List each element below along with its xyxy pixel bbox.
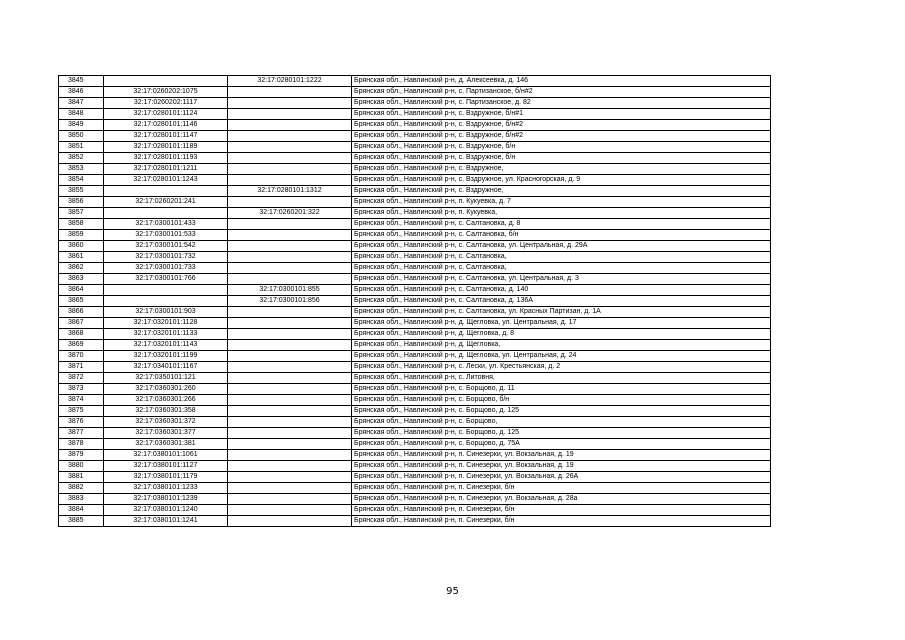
cadastral-number-cell: 32:17:0340101:1167 (104, 362, 228, 373)
cadastral-number-alt-cell (228, 505, 352, 516)
cadastral-number-cell: 32:17:0380101:1240 (104, 505, 228, 516)
address-cell: Брянская обл., Навлинский р-н, п. Кукуевка, (352, 208, 771, 219)
cadastral-number-cell (104, 186, 228, 197)
address-cell: Брянская обл., Навлинский р-н, с. Салтановка, ул. Красных Партизан, д. 1А (352, 307, 771, 318)
table-row (59, 384, 771, 395)
table-row (59, 461, 771, 472)
cadastral-number-cell: 32:17:0300101:766 (104, 274, 228, 285)
address-cell: Брянская обл., Навлинский р-н, с. Вздружное, б/н (352, 142, 771, 153)
address-cell: Брянская обл., Навлинский р-н, с. Лески, ул. Крестьянская, д. 2 (352, 362, 771, 373)
cadastral-number-cell: 32:17:0300101:732 (104, 252, 228, 263)
cadastral-number-cell (104, 285, 228, 296)
row-number-cell: 3863 (59, 274, 104, 285)
address-cell: Брянская обл., Навлинский р-н, с. Борщово, д. 11 (352, 384, 771, 395)
cadastral-number-alt-cell (228, 219, 352, 230)
cadastral-number-alt-cell (228, 450, 352, 461)
address-cell: Брянская обл., Навлинский р-н, с. Вздружное, б/н#2 (352, 120, 771, 131)
cadastral-number-cell: 32:17:0300101:533 (104, 230, 228, 241)
table-row (59, 274, 771, 285)
address-cell: Брянская обл., Навлинский р-н, д. Щегловка, ул. Центральная, д. 24 (352, 351, 771, 362)
row-number-cell: 3864 (59, 285, 104, 296)
address-cell: Брянская обл., Навлинский р-н, с. Салтановка, (352, 252, 771, 263)
table-row (59, 208, 771, 219)
row-number-cell: 3854 (59, 175, 104, 186)
cadastral-number-alt-cell (228, 516, 352, 527)
row-number-cell: 3872 (59, 373, 104, 384)
cadastral-number-cell: 32:17:0260202:1117 (104, 98, 228, 109)
table-row (59, 263, 771, 274)
cadastral-number-alt-cell (228, 362, 352, 373)
table-row (59, 406, 771, 417)
row-number-cell: 3883 (59, 494, 104, 505)
cadastral-number-cell: 32:17:0360301:372 (104, 417, 228, 428)
cadastral-number-alt-cell (228, 241, 352, 252)
row-number-cell: 3860 (59, 241, 104, 252)
cadastral-number-cell: 32:17:0350101:121 (104, 373, 228, 384)
cadastral-number-alt-cell (228, 230, 352, 241)
cadastral-number-alt-cell (228, 175, 352, 186)
address-cell: Брянская обл., Навлинский р-н, с. Салтановка, б/н (352, 230, 771, 241)
cadastral-number-alt-cell (228, 417, 352, 428)
table-row (59, 439, 771, 450)
table-row (59, 362, 771, 373)
address-cell: Брянская обл., Навлинский р-н, с. Борщово, д. 75А (352, 439, 771, 450)
cadastral-number-cell: 32:17:0360301:358 (104, 406, 228, 417)
table-row (59, 98, 771, 109)
row-number-cell: 3845 (59, 76, 104, 87)
row-number-cell: 3868 (59, 329, 104, 340)
address-cell: Брянская обл., Навлинский р-н, с. Борщово, д. 125 (352, 428, 771, 439)
address-cell: Брянская обл., Навлинский р-н, с. Салтановка, ул. Центральная, д. 29А (352, 241, 771, 252)
cadastral-number-cell: 32:17:0300101:542 (104, 241, 228, 252)
cadastral-number-cell: 32:17:0360301:377 (104, 428, 228, 439)
cadastral-number-cell: 32:17:0360301:260 (104, 384, 228, 395)
table-row (59, 153, 771, 164)
cadastral-number-cell: 32:17:0380101:1233 (104, 483, 228, 494)
table-row (59, 483, 771, 494)
cadastral-number-cell: 32:17:0280101:1189 (104, 142, 228, 153)
address-cell: Брянская обл., Навлинский р-н, с. Салтановка, (352, 263, 771, 274)
cadastral-number-alt-cell (228, 274, 352, 285)
row-number-cell: 3871 (59, 362, 104, 373)
address-cell: Брянская обл., Навлинский р-н, с. Борщово, д. 125 (352, 406, 771, 417)
address-cell: Брянская обл., Навлинский р-н, с. Борщово, б/н (352, 395, 771, 406)
cadastral-number-cell: 32:17:0380101:1179 (104, 472, 228, 483)
address-cell: Брянская обл., Навлинский р-н, с. Литовня, (352, 373, 771, 384)
address-cell: Брянская обл., Навлинский р-н, п. Синезерки, б/н (352, 505, 771, 516)
cadastral-number-alt-cell (228, 197, 352, 208)
table-row (59, 197, 771, 208)
cadastral-number-cell: 32:17:0360301:266 (104, 395, 228, 406)
cadastral-number-alt-cell (228, 98, 352, 109)
row-number-cell: 3849 (59, 120, 104, 131)
cadastral-number-alt-cell (228, 153, 352, 164)
table-row (59, 428, 771, 439)
cadastral-number-cell: 32:17:0280101:1211 (104, 164, 228, 175)
cadastral-number-alt-cell (228, 340, 352, 351)
table-row (59, 450, 771, 461)
table-row (59, 252, 771, 263)
table-row (59, 241, 771, 252)
table-row (59, 164, 771, 175)
cadastral-number-cell: 32:17:0380101:1061 (104, 450, 228, 461)
address-cell: Брянская обл., Навлинский р-н, д. Алексеевка, д. 146 (352, 76, 771, 87)
row-number-cell: 3873 (59, 384, 104, 395)
address-cell: Брянская обл., Навлинский р-н, д. Щегловка, (352, 340, 771, 351)
cadastral-number-alt-cell: 32:17:0280101:1312 (228, 186, 352, 197)
address-cell: Брянская обл., Навлинский р-н, с. Вздружное, (352, 186, 771, 197)
table-row (59, 186, 771, 197)
address-cell: Брянская обл., Навлинский р-н, д. Щегловка, ул. Центральная, д. 17 (352, 318, 771, 329)
cadastral-number-cell: 32:17:0300101:903 (104, 307, 228, 318)
cadastral-number-cell: 32:17:0360301:381 (104, 439, 228, 450)
table-row (59, 120, 771, 131)
cadastral-number-alt-cell (228, 109, 352, 120)
address-cell: Брянская обл., Навлинский р-н, п. Синезерки, б/н (352, 516, 771, 527)
cadastral-number-alt-cell (228, 384, 352, 395)
table-row (59, 142, 771, 153)
cadastral-number-cell: 32:17:0260202:1075 (104, 87, 228, 98)
cadastral-number-alt-cell (228, 87, 352, 98)
cadastral-number-alt-cell (228, 131, 352, 142)
cadastral-number-alt-cell (228, 406, 352, 417)
table-row (59, 340, 771, 351)
cadastral-number-alt-cell (228, 142, 352, 153)
address-cell: Брянская обл., Навлинский р-н, с. Вздружное, (352, 164, 771, 175)
cadastral-number-cell: 32:17:0380101:1241 (104, 516, 228, 527)
table-row (59, 373, 771, 384)
registry-table (58, 75, 771, 527)
cadastral-number-cell: 32:17:0320101:1133 (104, 329, 228, 340)
row-number-cell: 3875 (59, 406, 104, 417)
table-row (59, 351, 771, 362)
cadastral-number-cell: 32:17:0300101:733 (104, 263, 228, 274)
row-number-cell: 3880 (59, 461, 104, 472)
address-cell: Брянская обл., Навлинский р-н, с. Вздружное, б/н#1 (352, 109, 771, 120)
cadastral-number-alt-cell (228, 373, 352, 384)
table-row (59, 494, 771, 505)
row-number-cell: 3853 (59, 164, 104, 175)
cadastral-number-alt-cell (228, 461, 352, 472)
address-cell: Брянская обл., Навлинский р-н, п. Синезерки, б/н (352, 483, 771, 494)
table-row (59, 109, 771, 120)
cadastral-number-alt-cell (228, 395, 352, 406)
table-row (59, 175, 771, 186)
row-number-cell: 3862 (59, 263, 104, 274)
cadastral-number-cell: 32:17:0280101:1146 (104, 120, 228, 131)
page-number: 95 (446, 586, 459, 597)
row-number-cell: 3877 (59, 428, 104, 439)
row-number-cell: 3850 (59, 131, 104, 142)
cadastral-number-alt-cell (228, 307, 352, 318)
cadastral-number-alt-cell: 32:17:0260201:322 (228, 208, 352, 219)
table-row (59, 76, 771, 87)
cadastral-number-cell: 32:17:0260201:241 (104, 197, 228, 208)
row-number-cell: 3851 (59, 142, 104, 153)
cadastral-number-cell: 32:17:0320101:1143 (104, 340, 228, 351)
table-row (59, 87, 771, 98)
table-row (59, 307, 771, 318)
cadastral-number-alt-cell (228, 351, 352, 362)
cadastral-number-alt-cell (228, 494, 352, 505)
row-number-cell: 3869 (59, 340, 104, 351)
row-number-cell: 3867 (59, 318, 104, 329)
cadastral-number-alt-cell: 32:17:0300101:856 (228, 296, 352, 307)
cadastral-number-cell: 32:17:0280101:1147 (104, 131, 228, 142)
address-cell: Брянская обл., Навлинский р-н, д. Щегловка, д. 8 (352, 329, 771, 340)
address-cell: Брянская обл., Навлинский р-н, с. Вздружное, б/н#2 (352, 131, 771, 142)
address-cell: Брянская обл., Навлинский р-н, п. Синезерки, ул. Вокзальная, д. 28а (352, 494, 771, 505)
cadastral-number-cell: 32:17:0380101:1239 (104, 494, 228, 505)
cadastral-number-cell (104, 76, 228, 87)
row-number-cell: 3884 (59, 505, 104, 516)
cadastral-number-alt-cell (228, 439, 352, 450)
address-cell: Брянская обл., Навлинский р-н, с. Вздружное, б/н (352, 153, 771, 164)
row-number-cell: 3866 (59, 307, 104, 318)
cadastral-number-cell: 32:17:0280101:1193 (104, 153, 228, 164)
row-number-cell: 3879 (59, 450, 104, 461)
row-number-cell: 3846 (59, 87, 104, 98)
row-number-cell: 3856 (59, 197, 104, 208)
address-cell: Брянская обл., Навлинский р-н, с. Салтановка, д. 140 (352, 285, 771, 296)
row-number-cell: 3858 (59, 219, 104, 230)
row-number-cell: 3857 (59, 208, 104, 219)
cadastral-number-cell (104, 296, 228, 307)
cadastral-number-alt-cell (228, 252, 352, 263)
address-cell: Брянская обл., Навлинский р-н, с. Партизанское, б/н#2 (352, 87, 771, 98)
cadastral-number-alt-cell: 32:17:0280101:1222 (228, 76, 352, 87)
row-number-cell: 3876 (59, 417, 104, 428)
address-cell: Брянская обл., Навлинский р-н, с. Партизанское, д. 82 (352, 98, 771, 109)
table-row (59, 230, 771, 241)
cadastral-number-cell: 32:17:0320101:1199 (104, 351, 228, 362)
cadastral-number-cell: 32:17:0280101:1243 (104, 175, 228, 186)
cadastral-number-alt-cell (228, 483, 352, 494)
row-number-cell: 3859 (59, 230, 104, 241)
table-row (59, 505, 771, 516)
row-number-cell: 3847 (59, 98, 104, 109)
cadastral-number-alt-cell (228, 428, 352, 439)
table-row (59, 219, 771, 230)
address-cell: Брянская обл., Навлинский р-н, п. Кукуевка, д. 7 (352, 197, 771, 208)
row-number-cell: 3870 (59, 351, 104, 362)
address-cell: Брянская обл., Навлинский р-н, с. Салтановка, д. 8 (352, 219, 771, 230)
cadastral-number-alt-cell (228, 318, 352, 329)
address-cell: Брянская обл., Навлинский р-н, с. Салтановка, ул. Центральная, д. 3 (352, 274, 771, 285)
cadastral-number-alt-cell (228, 472, 352, 483)
row-number-cell: 3878 (59, 439, 104, 450)
table-row (59, 329, 771, 340)
row-number-cell: 3882 (59, 483, 104, 494)
table-row (59, 395, 771, 406)
row-number-cell: 3874 (59, 395, 104, 406)
cadastral-number-alt-cell (228, 164, 352, 175)
cadastral-number-alt-cell (228, 263, 352, 274)
table-row (59, 472, 771, 483)
address-cell: Брянская обл., Навлинский р-н, п. Синезерки, ул. Вокзальная, д. 19 (352, 461, 771, 472)
cadastral-number-cell: 32:17:0300101:433 (104, 219, 228, 230)
row-number-cell: 3885 (59, 516, 104, 527)
row-number-cell: 3865 (59, 296, 104, 307)
cadastral-number-alt-cell: 32:17:0300101:855 (228, 285, 352, 296)
cadastral-number-cell (104, 208, 228, 219)
address-cell: Брянская обл., Навлинский р-н, с. Салтановка, д. 136А (352, 296, 771, 307)
row-number-cell: 3855 (59, 186, 104, 197)
table-row (59, 318, 771, 329)
registry-table-body (59, 76, 771, 527)
row-number-cell: 3881 (59, 472, 104, 483)
cadastral-number-alt-cell (228, 329, 352, 340)
cadastral-number-cell: 32:17:0280101:1124 (104, 109, 228, 120)
row-number-cell: 3848 (59, 109, 104, 120)
table-row (59, 417, 771, 428)
address-cell: Брянская обл., Навлинский р-н, с. Борщово, (352, 417, 771, 428)
cadastral-number-cell: 32:17:0380101:1127 (104, 461, 228, 472)
table-row (59, 516, 771, 527)
table-row (59, 131, 771, 142)
cadastral-number-cell: 32:17:0320101:1128 (104, 318, 228, 329)
table-row (59, 285, 771, 296)
table-row (59, 296, 771, 307)
address-cell: Брянская обл., Навлинский р-н, п. Синезерки, ул. Вокзальная, д. 19 (352, 450, 771, 461)
address-cell: Брянская обл., Навлинский р-н, п. Синезерки, ул. Вокзальная, д. 26А (352, 472, 771, 483)
row-number-cell: 3861 (59, 252, 104, 263)
cadastral-number-alt-cell (228, 120, 352, 131)
row-number-cell: 3852 (59, 153, 104, 164)
address-cell: Брянская обл., Навлинский р-н, с. Вздружное, ул. Красногорская, д. 9 (352, 175, 771, 186)
